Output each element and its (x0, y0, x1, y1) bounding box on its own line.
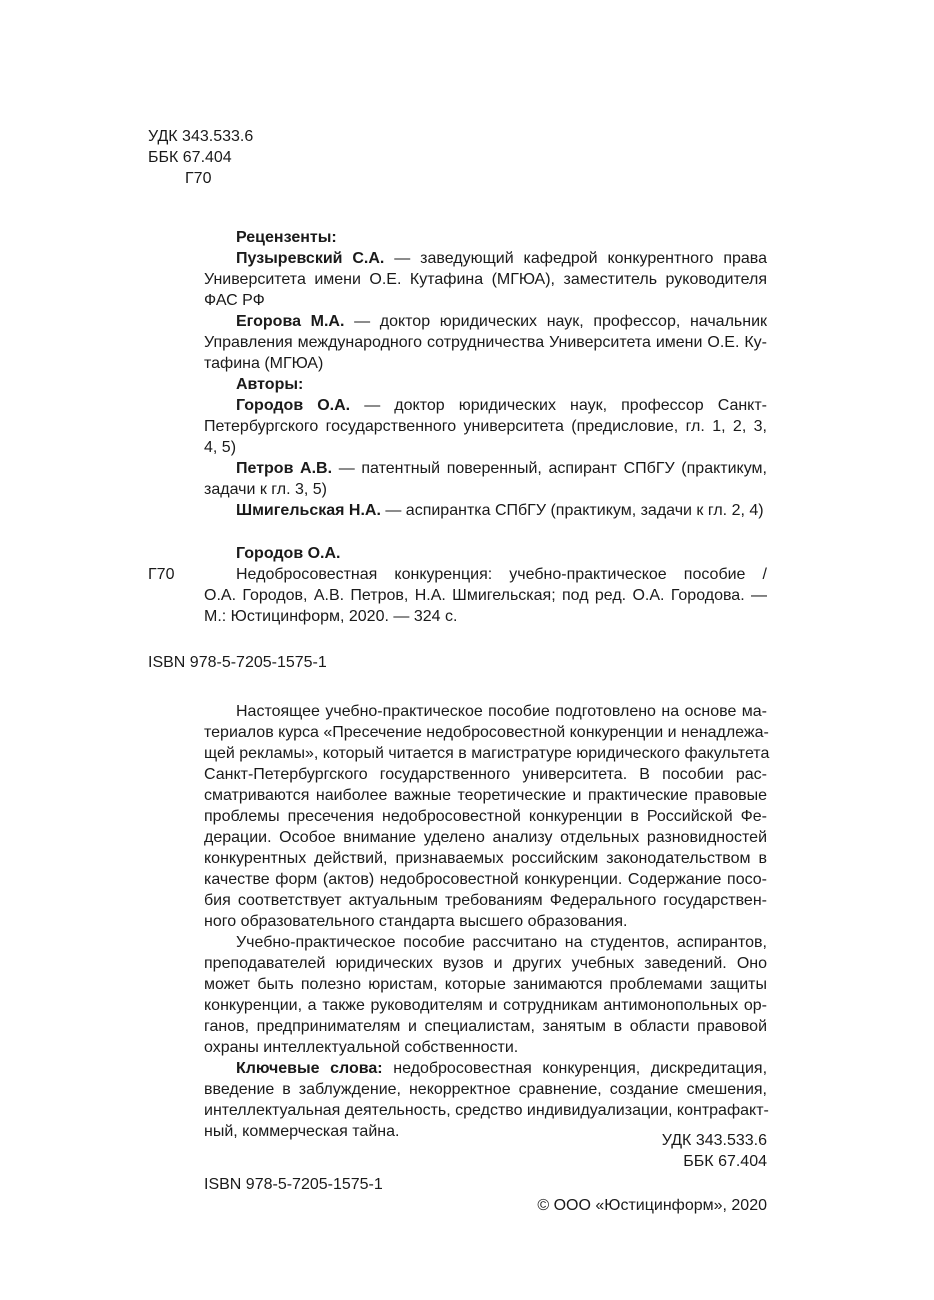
record-author: Городов О.А. (236, 545, 341, 562)
author-1-name: Городов О.А. (236, 397, 351, 414)
footer-isbn: ISBN 978-5-7205-1575-1 (204, 1176, 383, 1193)
keywords-label: Ключевые слова: (236, 1060, 383, 1077)
abstract-p1-line: Санкт-Петербургского государственного университета. В пособии рас- (204, 766, 767, 783)
abstract-p1-line: щей рекламы», который читается в магистратуре юридического факультета (204, 745, 770, 762)
authors-section (204, 374, 767, 521)
author-2-line-1: Петров А.В. — патентный поверенный, аспирант СПбГУ (практикум, (236, 460, 767, 477)
reviewers-section (204, 227, 767, 374)
abstract-p1-line: качестве форм (актов) недобросовестной конкуренции. Содержание посо- (204, 871, 767, 888)
abstract-p2-line: Учебно-практическое пособие рассчитано на студентов, аспирантов, (236, 934, 767, 951)
keywords-line: ный, коммерческая тайна. (204, 1123, 400, 1140)
abstract-p1-line: дерации. Особое внимание уделено анализу отдельных разновидностей (204, 829, 767, 846)
reviewers-heading: Рецензенты: (236, 229, 337, 246)
reviewer-2-line-3: тафина (МГЮА) (204, 355, 324, 372)
udk-code: УДК 343.533.6 (148, 128, 254, 145)
abstract-p2-line: может быть полезно юристам, которые занимаются проблемами защиты (204, 976, 767, 993)
abstract-p1-line: териалов курса «Пресечение недобросовестной конкуренции и ненадлежа- (204, 724, 769, 741)
authors-heading: Авторы: (236, 376, 304, 393)
author-1-line-1: Городов О.А. — доктор юридических наук, профессор Санкт- (236, 397, 768, 414)
footer-classification (662, 1130, 767, 1172)
copyright: © ООО «Юстицинформ», 2020 (537, 1197, 767, 1214)
abstract-p1-line: проблемы пресечения недобросовестной конкуренции в Российской Фе- (204, 808, 767, 825)
reviewer-2-line-1: Егорова М.А. — доктор юридических наук, профессор, начальник (236, 313, 768, 330)
abstract-p2-line: ганов, предпринимателям и специалистам, занятым в области правовой (204, 1018, 767, 1035)
author-2-line-2: задачи к гл. 3, 5) (204, 481, 328, 498)
abstract-p2-line: охраны интеллектуальной собственности. (204, 1039, 519, 1056)
bibliographic-record (204, 543, 767, 627)
record-line-1: Недобросовестная конкуренция: учебно-практическое пособие / (236, 566, 767, 583)
keywords-line: введение в заблуждение, некорректное сравнение, создание смешения, (204, 1081, 767, 1098)
author-1-line-3: 4, 5) (204, 439, 237, 456)
reviewer-2-name: Егорова М.А. (236, 313, 345, 330)
reviewer-1-line-2: Университета имени О.Е. Кутафина (МГЮА), заместитель руководителя (204, 271, 767, 288)
abstract-section (204, 701, 770, 1142)
author-3-line-1: Шмигельская Н.А. — аспирантка СПбГУ (практикум, задачи к гл. 2, 4) (236, 502, 764, 519)
author-1-line-2: Петербургского государственного университета (предисловие, гл. 1, 2, 3, (204, 418, 767, 435)
record-line-2: О.А. Городов, А.В. Петров, Н.А. Шмигельская; под ред. О.А. Городова. — (204, 587, 767, 604)
reviewer-1-name: Пузыревский С.А. (236, 250, 385, 267)
bbk-code: ББК 67.404 (148, 149, 232, 166)
record-mark: Г70 (148, 566, 175, 583)
abstract-p1-line: ного образовательного стандарта высшего образования. (204, 913, 628, 930)
footer-bbk: ББК 67.404 (683, 1153, 767, 1170)
isbn: ISBN 978-5-7205-1575-1 (148, 654, 327, 671)
reviewer-2-line-2: Управления международного сотрудничества Университета имени О.Е. Ку- (204, 334, 767, 351)
reviewer-1-line-3: ФАС РФ (204, 292, 265, 309)
abstract-p1-line: сматриваются наиболее важные теоретические и практические правовые (204, 787, 767, 804)
author-mark: Г70 (185, 170, 212, 187)
abstract-p1-line: конкурентных действий, признаваемых российским законодательством в (204, 850, 767, 867)
author-3-name: Шмигельская Н.А. (236, 502, 381, 519)
author-2-name: Петров А.В. (236, 460, 333, 477)
abstract-p2-line: конкуренции, а также руководителям и сотрудникам антимонопольных ор- (204, 997, 767, 1014)
abstract-p1-line: Настоящее учебно-практическое пособие подготовлено на основе ма- (236, 703, 767, 720)
keywords-line: интеллектуальная деятельность, средство индивидуализации, контрафакт- (204, 1102, 769, 1119)
abstract-p1-line: бия соответствует актуальным требованиям Федерального государствен- (204, 892, 767, 909)
abstract-p2-line: преподавателей юридических вузов и других учебных заведений. Оно (204, 955, 767, 972)
classification-block (148, 126, 253, 189)
reviewer-1-line-1: Пузыревский С.А. — заведующий кафедрой конкурентного права (236, 250, 768, 267)
footer-udk: УДК 343.533.6 (661, 1132, 767, 1149)
record-line-3: М.: Юстицинформ, 2020. — 324 с. (204, 608, 458, 625)
keywords-line: Ключевые слова: недобросовестная конкуренция, дискредитация, (236, 1060, 768, 1077)
